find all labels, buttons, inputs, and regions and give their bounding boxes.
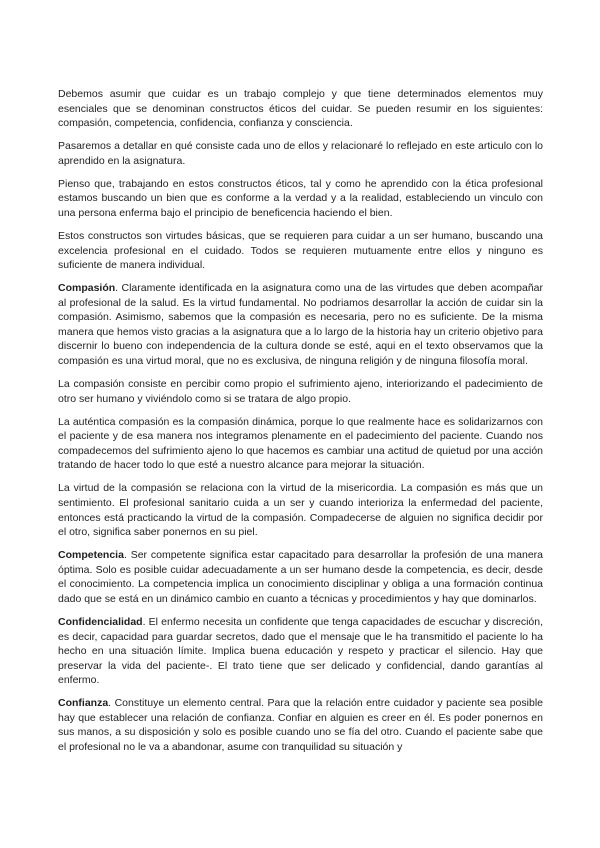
paragraph-text: La virtud de la compasión se relaciona con la virtud de la misericordia. La compasión es más que un sentimiento. El profesional sanitario cuida a un ser y cuando interioriza la enfermedad del paciente, entonces está practicando la virtud de la compasión. Compadecerse de alguien no significa decidir por el otro, significa saber ponernos en su piel. — [58, 482, 543, 539]
paragraph-detail — [58, 139, 543, 168]
paragraph-confidencialidad — [58, 615, 543, 688]
paragraph-text: . Ser competente significa estar capacitado para desarrollar la profesión de una manera óptima. Solo es posible cuidar adecuadamente a un ser humano desde la competencia, es decir, desde el conocimiento. La competencia implica un conocimiento disciplinar y obliga a una formación continua dado que se está en un dinámico cambio en cuanto a técnicas y procedimientos y hay que dominarlos. — [58, 549, 543, 605]
paragraph-competencia — [58, 548, 543, 606]
term-competencia: Competencia — [58, 549, 124, 562]
paragraph-misericordia — [58, 481, 543, 539]
paragraph-text: Pienso que, trabajando en estos constructos éticos, tal y como he aprendido con la ética profesional estamos buscando un bien que es conforme a la verdad y a la realidad, estableciendo un vinculo con una persona enferma bajo el principio de beneficencia haciendo el bien. — [58, 177, 543, 219]
paragraph-text: Pasaremos a detallar en qué consiste cada uno de ellos y relacionaré lo reflejado en este articulo con lo aprendido en la asignatura. — [58, 140, 543, 167]
paragraph-confianza — [58, 696, 543, 754]
term-confidencialidad: Confidencialidad — [58, 615, 143, 628]
paragraph-text: La auténtica compasión es la compasión dinámica, porque lo que realmente hace es solidarizarnos con el paciente y de esa manera nos integramos plenamente en el padecimiento del paciente. Cuando nos compadecemos del sufrimiento ajeno lo que hacemos es cambiar una actitud de quietud por una acción tratando de hacer todo lo que esté a nuestro alcance para mejorar la situación. — [58, 415, 543, 472]
paragraph-text: Estos constructos son virtudes básicas, que se requieren para cuidar a un ser humano, buscando una excelencia profesional en el cuidado. Todos se requieren mutuamente entre ellos y ninguno es suficiente de manera individual. — [58, 229, 543, 272]
paragraph-virtues — [58, 229, 543, 273]
term-compasion: Compasión — [58, 282, 116, 295]
paragraph-compasion — [58, 281, 543, 369]
paragraph-text: . Claramente identificada en la asignatura como una de las virtudes que deben acompañar al profesional de la salud. Es la virtud fundamental. No podriamos desarrollar la acción de cuidar sin la compasión. Asimismo, sabemos que la compasión es necesaria, pero no es suficiente. De la misma manera que hemos visto gracias a la asignatura que a lo largo de la historia hay un criterio objetivo para discernir lo bueno con independencia de la cultura donde se esté, aqui en el texto observamos que la compasión es una virtud moral, que no es exclusiva, de ninguna religión y de ninguna filosofía moral. — [58, 282, 543, 368]
paragraph-compasion-definition — [58, 377, 543, 406]
paragraph-compasion-dinamica — [58, 415, 543, 473]
term-confianza: Confianza — [58, 697, 109, 710]
paragraph-intro — [58, 87, 543, 131]
document-body — [58, 87, 543, 763]
paragraph-ethics — [58, 177, 543, 221]
paragraph-text: . El enfermo necesita un confidente que tenga capacidades de escuchar y discreción, es decir, capacidad para guardar secretos, dado que el mensaje que le ha transmitido el paciente lo ha hecho en una situación límite. Implica buena educación y respeto y practicar el silencio. Hay que preservar la vida del paciente-. El trato tiene que ser delicado y confidencial, dando garantías al enfermo. — [58, 615, 543, 687]
paragraph-text: La compasión consiste en percibir como propio el sufrimiento ajeno, interiorizando el padecimiento de otro ser humano y viviéndolo como si se tratara de algo propio. — [58, 378, 543, 405]
paragraph-text: Debemos asumir que cuidar es un trabajo complejo y que tiene determinados elementos muy esenciales que se denominan constructos éticos del cuidar. Se pueden resumir en los siguientes: compasión, competencia, confidencia, confianza y consciencia. — [58, 88, 543, 130]
paragraph-text: . Constituye un elemento central. Para que la relación entre cuidador y paciente sea posible hay que establecer una relación de confianza. Confiar en alguien es creer en él. Es poder ponernos en sus manos, a su disposición y solo es posible cuando uno se fía del otro. Cuando el paciente sabe que el profesional no le va a abandonar, asume con tranquilidad su situación y — [58, 697, 543, 754]
